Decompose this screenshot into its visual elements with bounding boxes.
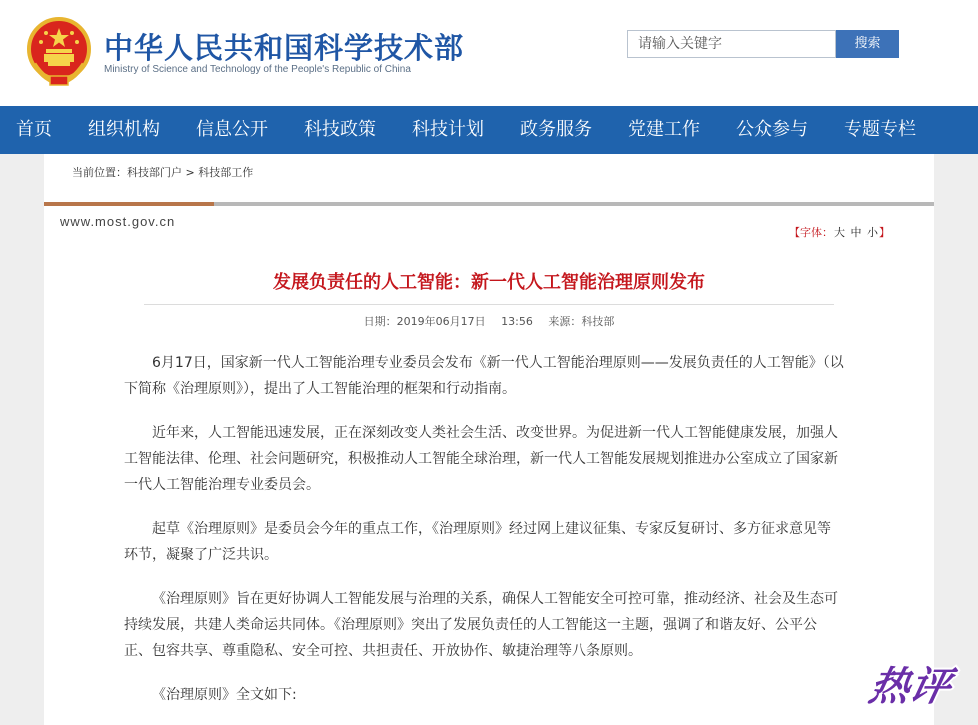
- breadcrumb-label: 当前位置：: [72, 166, 127, 179]
- article-date: 2019年06月17日: [396, 315, 486, 328]
- breadcrumb-separator: >: [185, 166, 195, 179]
- nav-item-services[interactable]: 政务服务: [520, 119, 592, 140]
- article-time: 13:56: [501, 315, 533, 328]
- font-size-close: 】: [879, 226, 890, 239]
- national-emblem-icon[interactable]: [26, 16, 92, 86]
- article-paragraph: 起草《治理原则》是委员会今年的重点工作，《治理原则》经过网上建议征集、专家反复研讨、多方征求意见等环节，凝聚了广泛共识。: [124, 521, 831, 563]
- nav-item-public[interactable]: 公众参与: [736, 119, 808, 140]
- search-button[interactable]: 搜索: [836, 30, 899, 58]
- font-size-open: 【字体：: [789, 226, 833, 239]
- source-label: 来源：: [548, 315, 582, 328]
- font-size-large[interactable]: 大: [834, 226, 845, 239]
- nav-item-party[interactable]: 党建工作: [628, 119, 700, 140]
- nav-item-topics[interactable]: 专题专栏: [844, 119, 916, 140]
- article-paragraph: 近年来，人工智能迅速发展，正在深刻改变人类社会生活、改变世界。为促进新一代人工智能健康发展，加强人工智能法律、伦理、社会问题研究，积极推动人工智能全球治理，新一代人工智能发展规划推进办公室成立了国家新一代人工智能治理专业委员会。: [124, 425, 838, 493]
- divider-gray: [214, 202, 934, 206]
- article-body: [124, 350, 844, 725]
- nav-item-organization[interactable]: 组织机构: [88, 119, 160, 140]
- stamp-text: 热评: [864, 662, 955, 710]
- site-name-en: Ministry of Science and Technology of the People's Republic of China: [104, 64, 411, 75]
- nav-item-plans[interactable]: 科技计划: [412, 119, 484, 140]
- date-label: 日期：: [363, 315, 397, 328]
- site-name-cn[interactable]: 中华人民共和国科学技术部: [104, 31, 465, 65]
- article-meta: [44, 313, 934, 329]
- nav-item-home[interactable]: 首页: [16, 119, 52, 140]
- hot-comment-stamp-icon[interactable]: [860, 648, 972, 718]
- article-paragraph: 《治理原则》全文如下:: [152, 687, 297, 703]
- divider-accent: [44, 202, 214, 206]
- article-container: [44, 154, 934, 725]
- site-header: [0, 0, 978, 106]
- nav-item-policy[interactable]: 科技政策: [304, 119, 376, 140]
- nav-item-info-disclosure[interactable]: 信息公开: [196, 119, 268, 140]
- article-paragraph: 《治理原则》旨在更好协调人工智能发展与治理的关系，确保人工智能安全可控可靠，推动经济、社会及生态可持续发展，共建人类命运共同体。《治理原则》突出了发展负责任的人工智能这一主题，强调了和谐友好、公平公正、包容共享、尊重隐私、安全可控、共担责任、开放协作、敏捷治理等八条原则。: [124, 591, 838, 659]
- font-size-small[interactable]: 小: [867, 226, 878, 239]
- breadcrumb: [72, 164, 253, 180]
- article-title: 发展负责任的人工智能：新一代人工智能治理原则发布: [273, 272, 705, 293]
- article-source: 科技部: [581, 315, 615, 328]
- search-input[interactable]: [627, 30, 836, 58]
- title-divider: [144, 304, 834, 305]
- font-size-medium[interactable]: 中: [850, 226, 862, 239]
- breadcrumb-link-work[interactable]: 科技部工作: [198, 166, 254, 179]
- site-url: www.most.gov.cn: [60, 214, 176, 229]
- breadcrumb-link-portal[interactable]: 科技部门户: [127, 166, 182, 179]
- font-size-control: [789, 224, 890, 240]
- main-nav: [0, 106, 978, 154]
- article-paragraph: 6月17日，国家新一代人工智能治理专业委员会发布《新一代人工智能治理原则——发展负责任的人工智能》（以下简称《治理原则》），提出了人工智能治理的框架和行动指南。: [124, 355, 844, 397]
